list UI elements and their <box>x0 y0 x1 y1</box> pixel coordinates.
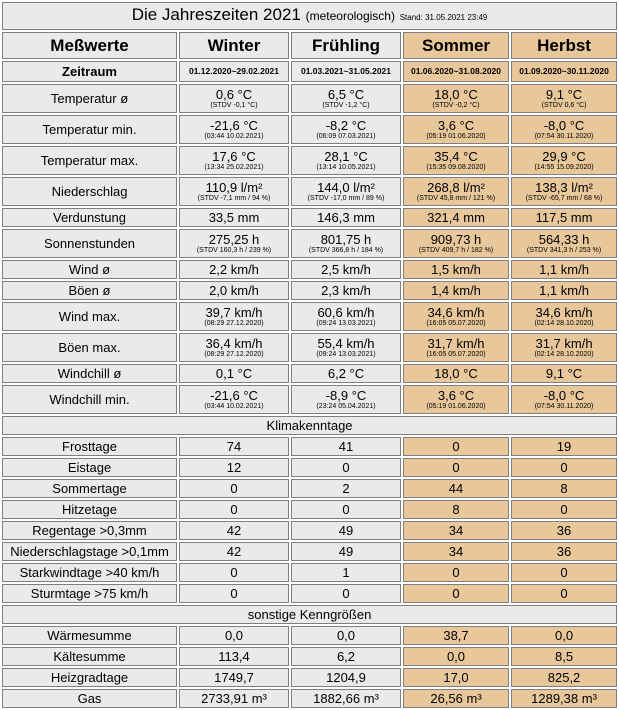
value-cell: 1749,7 <box>179 668 289 687</box>
value-cell <box>291 333 401 362</box>
cell-detail: (13:34 25.02.2021) <box>204 163 264 171</box>
table-row <box>2 84 617 113</box>
value-cell: 146,3 mm <box>291 208 401 227</box>
row-label: Hitzetage <box>2 500 177 519</box>
value-cell <box>179 177 289 206</box>
value-cell <box>403 302 509 331</box>
value-cell <box>511 333 617 362</box>
value-cell <box>291 177 401 206</box>
value-cell: 2,0 km/h <box>179 281 289 300</box>
value-cell: 8 <box>403 500 509 519</box>
table-row <box>2 542 617 561</box>
row-label: Sturmtage >75 km/h <box>2 584 177 603</box>
cell-detail: (07:54 30.11.2020) <box>534 132 594 140</box>
value-cell: 0,0 <box>511 626 617 645</box>
value-cell <box>403 229 509 258</box>
value-cell: 0 <box>179 563 289 582</box>
value-cell: 9,1 °C <box>511 364 617 383</box>
row-label: Verdunstung <box>2 208 177 227</box>
row-label: Kältesumme <box>2 647 177 666</box>
cell-detail: (08:29 27.12.2020) <box>204 319 264 327</box>
cell-value: 275,25 h <box>208 231 260 247</box>
value-cell <box>403 84 509 113</box>
value-cell: 42 <box>179 542 289 561</box>
table-row <box>2 302 617 331</box>
table-row <box>2 177 617 206</box>
table-row <box>2 146 617 175</box>
row-label: Eistage <box>2 458 177 477</box>
value-cell <box>403 115 509 144</box>
cell-detail: (16:05 05.07.2020) <box>426 319 486 327</box>
cell-detail: (STDV -0,1 °C) <box>210 101 258 109</box>
value-cell <box>179 333 289 362</box>
value-cell: 0 <box>403 584 509 603</box>
value-cell: 0 <box>511 563 617 582</box>
row-label: Wind max. <box>2 302 177 331</box>
value-cell <box>179 302 289 331</box>
value-cell: 34 <box>403 521 509 540</box>
value-cell: 2 <box>291 479 401 498</box>
row-label: Böen max. <box>2 333 177 362</box>
value-cell: 42 <box>179 521 289 540</box>
value-cell <box>511 302 617 331</box>
value-cell <box>179 385 289 414</box>
cell-value: 110,9 l/m² <box>205 179 263 195</box>
section-sonstige-kenngroessen-label: sonstige Kenngrößen <box>2 605 617 624</box>
cell-value: 138,3 l/m² <box>535 179 593 195</box>
value-cell: 1,1 km/h <box>511 260 617 279</box>
value-cell: 1,5 km/h <box>403 260 509 279</box>
value-cell: 36 <box>511 542 617 561</box>
header-label: Meßwerte <box>2 32 177 59</box>
cell-detail: (STDV 160,3 h / 239 %) <box>196 246 272 254</box>
cell-detail: (03:44 10.02.2021) <box>204 132 264 140</box>
value-cell: 0 <box>291 500 401 519</box>
value-cell: 0 <box>403 437 509 456</box>
cell-detail: (09:24 13.03.2021) <box>316 350 376 358</box>
row-label: Niederschlagstage >0,1mm <box>2 542 177 561</box>
value-cell <box>179 229 289 258</box>
value-cell: 1204,9 <box>291 668 401 687</box>
cell-value: -8,0 °C <box>543 387 585 403</box>
value-cell: 2,5 km/h <box>291 260 401 279</box>
cell-value: -21,6 °C <box>210 387 258 403</box>
value-cell: 0,0 <box>403 647 509 666</box>
cell-detail: (STDV 45,8 mm / 121 %) <box>416 194 496 202</box>
value-cell: 6,2 °C <box>291 364 401 383</box>
value-cell: 33,5 mm <box>179 208 289 227</box>
value-cell: 18,0 °C <box>403 364 509 383</box>
table-row <box>2 364 617 383</box>
value-cell <box>291 115 401 144</box>
header-row <box>2 32 617 59</box>
period-label: Zeitraum <box>2 61 177 82</box>
cell-value: 18,0 °C <box>434 86 478 102</box>
header-fruehling: Frühling <box>291 32 401 59</box>
cell-value: -8,9 °C <box>325 387 367 403</box>
row-label: Wind ø <box>2 260 177 279</box>
table-row <box>2 521 617 540</box>
section-klimakenntage-label: Klimakenntage <box>2 416 617 435</box>
value-cell: 36 <box>511 521 617 540</box>
value-cell <box>179 146 289 175</box>
period-herbst: 01.09.2020~30.11.2020 <box>511 61 617 82</box>
header-winter: Winter <box>179 32 289 59</box>
row-label: Windchill min. <box>2 385 177 414</box>
cell-value: 9,1 °C <box>545 86 583 102</box>
value-cell <box>291 84 401 113</box>
table-row <box>2 115 617 144</box>
table-row <box>2 647 617 666</box>
cell-value: -8,0 °C <box>543 117 585 133</box>
cell-detail: (STDV 0,6 °C) <box>541 101 587 109</box>
cell-value: 268,8 l/m² <box>427 179 485 195</box>
row-label: Temperatur max. <box>2 146 177 175</box>
value-cell: 117,5 mm <box>511 208 617 227</box>
value-cell: 1,4 km/h <box>403 281 509 300</box>
cell-detail: (02:14 28.10.2020) <box>534 319 594 327</box>
cell-value: 3,6 °C <box>437 387 475 403</box>
section-klimakenntage <box>2 416 617 435</box>
cell-value: 34,6 km/h <box>535 304 593 320</box>
value-cell <box>291 229 401 258</box>
period-winter: 01.12.2020~29.02.2021 <box>179 61 289 82</box>
row-label: Wärmesumme <box>2 626 177 645</box>
section-sonstige-kenngroessen <box>2 605 617 624</box>
table-row <box>2 479 617 498</box>
value-cell: 0 <box>179 500 289 519</box>
value-cell: 38,7 <box>403 626 509 645</box>
table-row <box>2 626 617 645</box>
row-label: Temperatur min. <box>2 115 177 144</box>
header-herbst: Herbst <box>511 32 617 59</box>
table-row <box>2 458 617 477</box>
value-cell: 0,0 <box>291 626 401 645</box>
cell-detail: (05:19 01.06.2020) <box>426 132 486 140</box>
value-cell: 34 <box>403 542 509 561</box>
cell-value: 60,6 km/h <box>317 304 375 320</box>
cell-value: 144,0 l/m² <box>317 179 375 195</box>
row-label: Sonnenstunden <box>2 229 177 258</box>
cell-detail: (05:19 01.06.2020) <box>426 402 486 410</box>
value-cell <box>291 146 401 175</box>
row-label: Böen ø <box>2 281 177 300</box>
value-cell <box>511 115 617 144</box>
value-cell: 113,4 <box>179 647 289 666</box>
seasons-table-body <box>2 2 617 708</box>
value-cell <box>179 84 289 113</box>
value-cell: 49 <box>291 521 401 540</box>
cell-detail: (16:05 05.07.2020) <box>426 350 486 358</box>
value-cell: 6,2 <box>291 647 401 666</box>
period-sommer: 01.06.2020~31.08.2020 <box>403 61 509 82</box>
row-label: Regentage >0,3mm <box>2 521 177 540</box>
cell-value: -21,6 °C <box>210 117 258 133</box>
cell-value: 34,6 km/h <box>427 304 485 320</box>
cell-value: 39,7 km/h <box>205 304 263 320</box>
title-qualifier: (meteorologisch) <box>305 9 395 23</box>
value-cell <box>179 115 289 144</box>
cell-detail: (08:29 27.12.2020) <box>204 350 264 358</box>
period-fruehling: 01.03.2021~31.05.2021 <box>291 61 401 82</box>
header-sommer: Sommer <box>403 32 509 59</box>
cell-detail: (STDV -65,7 mm / 68 %) <box>525 194 603 202</box>
value-cell: 1882,66 m³ <box>291 689 401 708</box>
cell-detail: (STDV -17,0 mm / 89 %) <box>307 194 385 202</box>
value-cell: 41 <box>291 437 401 456</box>
table-row <box>2 260 617 279</box>
cell-detail: (15:35 09.08.2020) <box>426 163 486 171</box>
row-label: Starkwindtage >40 km/h <box>2 563 177 582</box>
value-cell <box>511 385 617 414</box>
value-cell: 825,2 <box>511 668 617 687</box>
value-cell: 2,3 km/h <box>291 281 401 300</box>
value-cell: 0 <box>179 479 289 498</box>
value-cell <box>511 84 617 113</box>
cell-value: 35,4 °C <box>434 148 478 164</box>
value-cell: 1 <box>291 563 401 582</box>
value-cell: 12 <box>179 458 289 477</box>
table-row <box>2 333 617 362</box>
cell-value: 31,7 km/h <box>535 335 593 351</box>
cell-detail: (14:55 15.09.2020) <box>534 163 594 171</box>
row-label: Temperatur ø <box>2 84 177 113</box>
value-cell: 8 <box>511 479 617 498</box>
row-label: Gas <box>2 689 177 708</box>
value-cell: 49 <box>291 542 401 561</box>
value-cell <box>511 177 617 206</box>
cell-detail: (09:24 13.03.2021) <box>316 319 376 327</box>
value-cell: 2,2 km/h <box>179 260 289 279</box>
cell-detail: (STDV -1,2 °C) <box>322 101 370 109</box>
table-row <box>2 229 617 258</box>
value-cell: 0 <box>179 584 289 603</box>
value-cell: 19 <box>511 437 617 456</box>
cell-detail: (STDV 409,7 h / 182 %) <box>418 246 494 254</box>
value-cell <box>403 177 509 206</box>
cell-detail: (STDV 366,8 h / 184 %) <box>308 246 384 254</box>
value-cell <box>403 333 509 362</box>
value-cell <box>403 385 509 414</box>
cell-detail: (STDV -7,1 mm / 94 %) <box>197 194 271 202</box>
value-cell: 44 <box>403 479 509 498</box>
cell-value: 0,6 °C <box>215 86 253 102</box>
cell-value: 564,33 h <box>538 231 590 247</box>
value-cell: 0 <box>511 500 617 519</box>
table-row <box>2 281 617 300</box>
value-cell: 0,0 <box>179 626 289 645</box>
value-cell <box>511 229 617 258</box>
title-stand: Stand: 31.05.2021 23:49 <box>399 13 488 22</box>
cell-detail: (03:44 10.02.2021) <box>204 402 264 410</box>
cell-value: 6,5 °C <box>327 86 365 102</box>
cell-detail: (02:14 28.10.2020) <box>534 350 594 358</box>
value-cell: 1289,38 m³ <box>511 689 617 708</box>
cell-detail: (STDV -0,2 °C) <box>432 101 480 109</box>
value-cell: 321,4 mm <box>403 208 509 227</box>
cell-value: 17,6 °C <box>212 148 256 164</box>
title-main: Die Jahreszeiten 2021 <box>131 5 301 24</box>
row-label: Windchill ø <box>2 364 177 383</box>
value-cell <box>291 302 401 331</box>
value-cell: 0 <box>403 458 509 477</box>
table-row <box>2 208 617 227</box>
row-label: Frosttage <box>2 437 177 456</box>
table-row <box>2 500 617 519</box>
table-row <box>2 668 617 687</box>
table-row <box>2 584 617 603</box>
cell-detail: (06:09 07.03.2021) <box>316 132 376 140</box>
period-row <box>2 61 617 82</box>
cell-value: 909,73 h <box>430 231 482 247</box>
value-cell: 0 <box>511 458 617 477</box>
row-label: Niederschlag <box>2 177 177 206</box>
value-cell: 0 <box>511 584 617 603</box>
table-row <box>2 437 617 456</box>
value-cell: 1,1 km/h <box>511 281 617 300</box>
cell-value: -8,2 °C <box>325 117 367 133</box>
value-cell: 26,56 m³ <box>403 689 509 708</box>
value-cell: 74 <box>179 437 289 456</box>
row-label: Heizgradtage <box>2 668 177 687</box>
cell-detail: (STDV 341,3 h / 253 %) <box>526 246 602 254</box>
table-row <box>2 563 617 582</box>
table-row <box>2 689 617 708</box>
value-cell <box>403 146 509 175</box>
cell-detail: (07:54 30.11.2020) <box>534 402 594 410</box>
cell-detail: (23:24 05.04.2021) <box>316 402 376 410</box>
cell-value: 29,9 °C <box>542 148 586 164</box>
value-cell: 8,5 <box>511 647 617 666</box>
cell-value: 28,1 °C <box>324 148 368 164</box>
value-cell: 2733,91 m³ <box>179 689 289 708</box>
cell-detail: (13:14 10.05.2021) <box>316 163 376 171</box>
cell-value: 36,4 km/h <box>205 335 263 351</box>
value-cell: 0 <box>291 458 401 477</box>
table-title <box>2 2 617 30</box>
cell-value: 55,4 km/h <box>317 335 375 351</box>
value-cell: 17,0 <box>403 668 509 687</box>
table-row <box>2 385 617 414</box>
cell-value: 801,75 h <box>320 231 372 247</box>
value-cell <box>511 146 617 175</box>
cell-value: 31,7 km/h <box>427 335 485 351</box>
value-cell: 0 <box>291 584 401 603</box>
value-cell <box>291 385 401 414</box>
value-cell: 0,1 °C <box>179 364 289 383</box>
cell-value: 3,6 °C <box>437 117 475 133</box>
row-label: Sommertage <box>2 479 177 498</box>
value-cell: 0 <box>403 563 509 582</box>
